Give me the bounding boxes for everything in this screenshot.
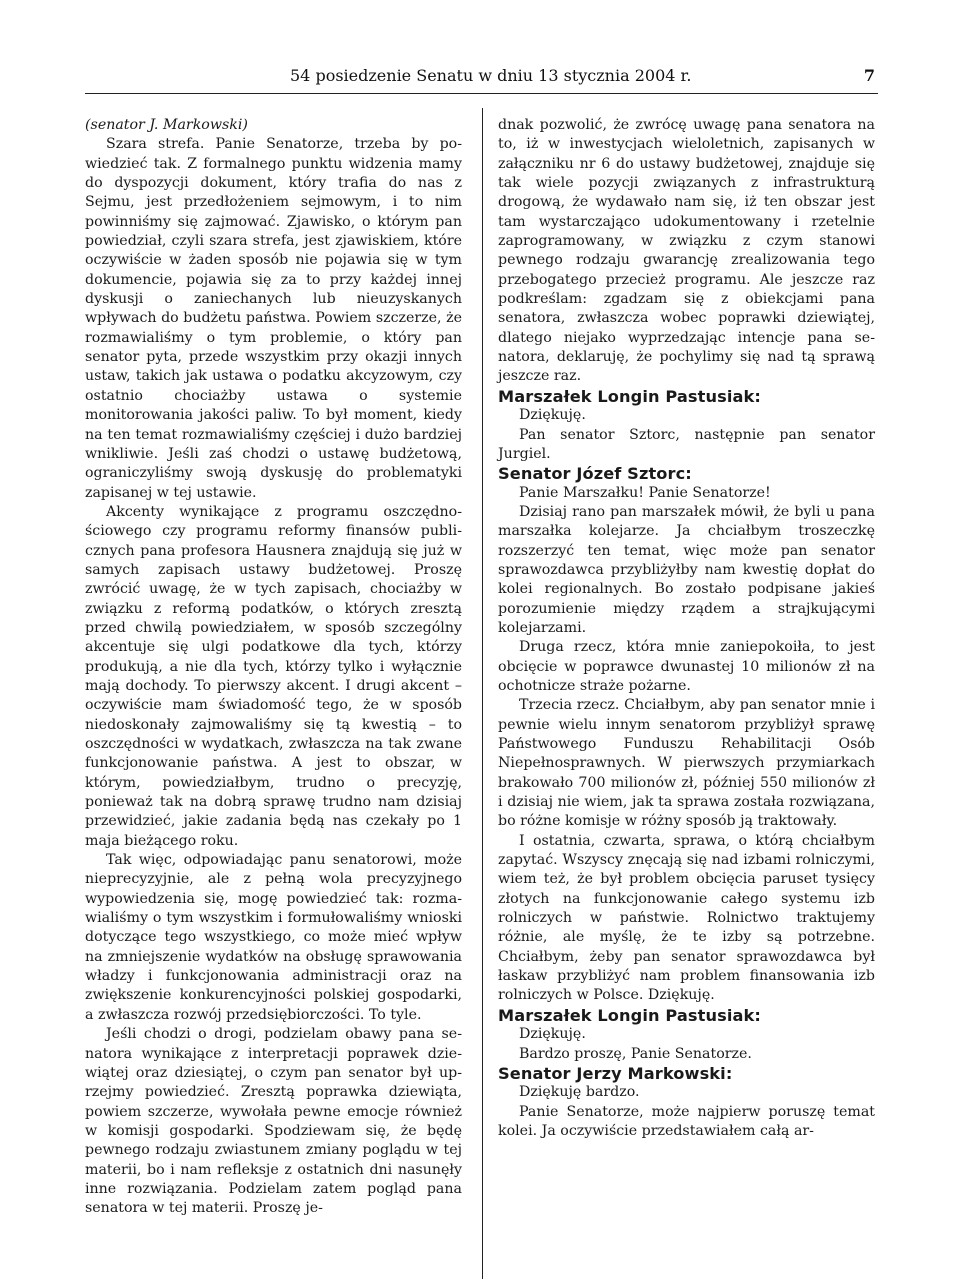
paragraph: Jeśli chodzi o drogi, podzielam obawy pana senatora wynikające z interpretacji poprawek dziewiątej oraz dziesiątej, o czym pan senator był uprzejmy powiedzieć. Zresztą poprawka dziewiąta, powiem szczerze, wywołała pewne emocje również w komisji gospodarki. Spodziewam się, że będę pewnego rodzaju zwiastunem zmiany poglądu w tej materii, bo i nam refleksje z ostatnich dni nasunęły inne rozwiązania. Podzielam zatem pogląd pana senatora w tej materii. Proszę je- <box>85 1026 462 1217</box>
paragraph: Dzisiaj rano pan marszałek mówił, że byli u pana marszałka kolejarze. Ja chciałbym troszeczkę rozszerzyć ten temat, więc może pan senator sprawozdawca przybliżyłby nam kwestię dopłat do kolei regionalnych. Bo zostało podpisane jakieś porozumienie między rządem a strajkującymi kolejarzami. <box>498 503 875 636</box>
right-column <box>498 116 875 1141</box>
paragraph: Pan senator Sztorc, następnie pan senator Jurgiel. <box>498 426 875 462</box>
speaker-heading: Marszałek Longin Pastusiak: <box>498 1005 761 1025</box>
paragraph: Dziękuję. <box>519 1026 586 1043</box>
paragraph: Bardzo proszę, Panie Senatorze. <box>519 1045 752 1062</box>
page-number: 7 <box>863 66 875 85</box>
page-header <box>85 66 875 90</box>
header-title: 54 posiedzenie Senatu w dniu 13 stycznia 2004 r. <box>290 66 692 85</box>
paragraph: Tak więc, odpowiadając panu senatorowi, może nieprecyzyjnie, ale z pełną wola precyzyjnego wypowiedzenia się, mogę powiedzieć tak: rozmawialiśmy o tym wszystkim i formułowaliśmy wnioski dotyczące tego wszystkiego, co może mieć wpływ na zmniejszenie wydatków na obsługę sprawowania władzy i funkcjonowania administracji oraz na zwiększenie konkurencyjności polskiej gospodarki, a zwłaszcza rozwój przedsiębiorczości. To tyle. <box>85 852 462 1023</box>
paragraph-continued: dnak pozwolić, że zwrócę uwagę pana senatora na to, iż w inwestycjach wieloletnich, zapisanych w załączniku nr 6 do ustawy budżetowej, znajduje się tak wiele pozycji związanych z infrastrukturą drogową, że wydawało nam się, iż ten obszar jest tam wystarczająco udokumentowany i rzetelnie zaprogramowany, w związku z czym stanowi pewnego rodzaju gwarancję zrealizowania tego przebogatego przecież programu. Ale jeszcze raz podkreślam: zgadzam się z obiekcjami pana senatora, zwłaszcza wobec poprawki dziewiątej, dlatego niejako wyprzedzając intencje pana senatora, deklaruję, że pochylimy się nad tą sprawą jeszcze raz. <box>498 117 875 385</box>
paragraph: Akcenty wynikające z programu oszczędnościowego czy programu reformy finansów publicznych pana profesora Hausnera znajdują się już w samych zapisach ustawy budżetowej. Proszę zwrócić uwagę, że w tych zapisach, chociażby w związku z reformą podatków, o których zresztą przed chwilą powiedziałem, w sposób szczególny akcentuje się ulgi podatkowe dla tych, którzy produkują, a nie dla tych, którzy tylko i wyłącznie mają dochody. To pierwszy akcent. I drugi akcent – oczywiście mam świadomość tego, że w sposób niedoskonały zajmowaliśmy się tą kwestią – to oszczędności w wydatkach, zwłaszcza na tak zwane funkcjonowanie państwa. A jest to obszar, w którym, powiedziałbym, trudno o precyzję, ponieważ tak na dobrą sprawę trudno nam dzisiaj przewidzieć, jakie zadania będą nas czekały po 1 maja bieżącego roku. <box>85 503 462 849</box>
paragraph: Dziękuję. <box>519 407 586 424</box>
left-column <box>85 116 462 1219</box>
paragraph: I ostatnia, czwarta, sprawa, o którą chciałbym zapytać. Wszyscy znęcają się nad izbami rolniczymi, wiem też, że był problem obcięcia paruset tysięcy złotych na funkcjonowanie całego systemu izb rolniczych w państwie. Rolnictwo traktujemy różnie, ale myślę, że te izby są potrzebne. Chciałbym, żeby pan senator sprawozdawca był łaskaw przybliżyć nam problem finansowania izb rolniczych w Polsce. Dziękuję. <box>498 832 875 1004</box>
paragraph: Panie Marszałku! Panie Senatorze! <box>519 484 771 501</box>
header-rule <box>85 93 878 94</box>
speaker-heading: Marszałek Longin Pastusiak: <box>498 386 761 406</box>
paragraph: Trzecia rzecz. Chciałbym, aby pan senator mnie i pewnie wielu innym senatorom przybliżył sprawę Państwowego Funduszu Rehabilitacji Osób Niepełnosprawnych. W pierwszych przymiarkach brakowało 700 milionów zł, później 550 milionów zł i dzisiaj nie wiem, jak ta sprawa została rozwiązana, bo różne komisje w różny sposób ją traktowały. <box>498 697 875 830</box>
paragraph: Szara strefa. Panie Senatorze, trzeba by powiedzieć tak. Z formalnego punktu widzenia mamy do dyspozycji dokument, który trafia do nas z Sejmu, jest przedłożeniem sejmowym, i to nim powinniśmy się zajmować. Zjawisko, o którym pan powiedział, czyli szara strefa, jest zjawiskiem, które oczywiście w żaden sposób nie pojawia się w tym dokumencie, pojawia się za to przy każdej innej dyskusji o zaniechanych lub nieuzyskanych wpływach do budżetu państwa. Powiem szczerze, że rozmawialiśmy o tym problemie, o który pan senator pyta, przede wszystkim przy okazji innych ustaw, takich jak ustawa o podatku akcyzowym, czy ostatnio chociażby ustawa o systemie monitorowania jakości paliw. To był moment, kiedy na ten temat rozmawialiśmy częściej i dużo bardziej wnikliwie. Jeśli zaś chodzi o ustawę budżetową, ograniczyliśmy swoją dyskusję do problematyki zapisanej w tej ustawie. <box>85 136 462 501</box>
speaker-reference: (senator J. Markowski) <box>85 117 248 133</box>
speaker-heading: Senator Jerzy Markowski: <box>498 1063 733 1083</box>
paragraph: Dziękuję bardzo. <box>519 1084 640 1101</box>
speaker-heading: Senator Józef Sztorc: <box>498 464 692 484</box>
column-divider <box>482 108 483 1279</box>
paragraph: Panie Senatorze, może najpierw poruszę temat kolei. Ja oczywiście przedstawiałem całą ar- <box>498 1103 875 1139</box>
paragraph: Druga rzecz, która mnie zaniepokoiła, to jest obcięcie w poprawce dwunastej 10 milionów zł na ochotnicze straże pożarne. <box>498 639 875 694</box>
